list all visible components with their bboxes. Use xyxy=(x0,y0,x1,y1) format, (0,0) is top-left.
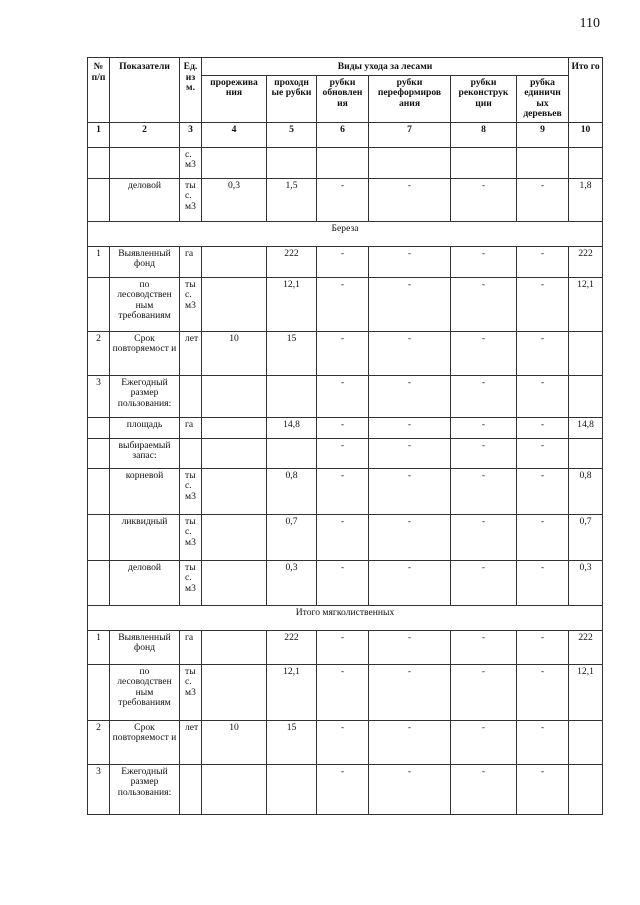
total-cell xyxy=(569,764,603,814)
indicator-cell: выбираемый запас: xyxy=(110,438,180,468)
value-cell: - xyxy=(451,560,517,605)
value-cell: 0,3 xyxy=(202,178,267,221)
total-cell: 14,8 xyxy=(569,417,603,438)
unit-cell: лет xyxy=(180,331,202,375)
total-cell: 0,7 xyxy=(569,514,603,560)
value-cell xyxy=(202,277,267,331)
index-cell: 3 xyxy=(180,122,202,147)
page-number: 110 xyxy=(579,16,600,31)
value-cell: 0,7 xyxy=(267,514,317,560)
value-cell xyxy=(202,417,267,438)
indicator-cell: деловой xyxy=(110,178,180,221)
value-cell: - xyxy=(451,438,517,468)
header-type-reconstruction-cut: рубки реконструк ции xyxy=(451,75,517,122)
value-cell xyxy=(451,147,517,178)
indicator-cell: Выявленный фонд xyxy=(110,246,180,277)
total-cell: 0,8 xyxy=(569,468,603,514)
value-cell xyxy=(202,147,267,178)
value-cell: 10 xyxy=(202,720,267,764)
table-row xyxy=(88,375,603,417)
value-cell: - xyxy=(369,277,451,331)
value-cell xyxy=(202,764,267,814)
value-cell: - xyxy=(451,375,517,417)
row-number xyxy=(88,438,110,468)
value-cell: - xyxy=(317,178,369,221)
value-cell xyxy=(369,147,451,178)
value-cell: - xyxy=(451,417,517,438)
table-row xyxy=(88,664,603,720)
row-number xyxy=(88,468,110,514)
value-cell: - xyxy=(451,246,517,277)
value-cell: - xyxy=(317,331,369,375)
value-cell: - xyxy=(451,630,517,664)
value-cell: - xyxy=(451,178,517,221)
value-cell: - xyxy=(369,630,451,664)
unit-cell xyxy=(180,375,202,417)
value-cell: - xyxy=(317,438,369,468)
table-row xyxy=(88,560,603,605)
indicator-cell: ликвидный xyxy=(110,514,180,560)
indicator-cell: Срок повторяемост и xyxy=(110,720,180,764)
value-cell: - xyxy=(369,468,451,514)
index-cell: 4 xyxy=(202,122,267,147)
value-cell: 12,1 xyxy=(267,277,317,331)
table-row xyxy=(88,246,603,277)
value-cell: - xyxy=(369,178,451,221)
header-type-passing-cut: проходн ые рубки xyxy=(267,75,317,122)
indicator-cell: по лесоводствен ным требованиям xyxy=(110,664,180,720)
indicator-cell: площадь xyxy=(110,417,180,438)
unit-cell: ты с. м3 xyxy=(180,468,202,514)
unit-cell: ты с. м3 xyxy=(180,178,202,221)
value-cell: - xyxy=(517,720,569,764)
value-cell: - xyxy=(517,468,569,514)
value-cell: 0,3 xyxy=(267,560,317,605)
row-number xyxy=(88,560,110,605)
row-number xyxy=(88,277,110,331)
value-cell: 222 xyxy=(267,630,317,664)
value-cell xyxy=(202,468,267,514)
table-row xyxy=(88,147,603,178)
value-cell: - xyxy=(317,764,369,814)
value-cell: - xyxy=(517,331,569,375)
indicator-cell: по лесоводствен ным требованиям xyxy=(110,277,180,331)
table-row xyxy=(88,764,603,814)
index-cell: 6 xyxy=(317,122,369,147)
total-cell: 12,1 xyxy=(569,277,603,331)
indicator-cell: Выявленный фонд xyxy=(110,630,180,664)
value-cell xyxy=(267,438,317,468)
total-cell xyxy=(569,375,603,417)
value-cell xyxy=(202,514,267,560)
index-cell: 5 xyxy=(267,122,317,147)
value-cell: - xyxy=(369,246,451,277)
value-cell xyxy=(517,147,569,178)
row-number: 1 xyxy=(88,630,110,664)
value-cell: 0,8 xyxy=(267,468,317,514)
value-cell: - xyxy=(369,331,451,375)
row-number: 3 xyxy=(88,764,110,814)
value-cell: - xyxy=(317,630,369,664)
value-cell xyxy=(317,147,369,178)
header-total: Ито го xyxy=(569,58,603,123)
value-cell: - xyxy=(517,246,569,277)
total-cell: 222 xyxy=(569,246,603,277)
table-row xyxy=(88,720,603,764)
section-title: Итого мягколиственных xyxy=(88,605,603,630)
indicator-cell: корневой xyxy=(110,468,180,514)
value-cell xyxy=(202,630,267,664)
value-cell: - xyxy=(369,438,451,468)
value-cell: - xyxy=(517,514,569,560)
value-cell xyxy=(267,147,317,178)
value-cell: - xyxy=(369,560,451,605)
value-cell: - xyxy=(317,664,369,720)
row-number xyxy=(88,178,110,221)
total-cell xyxy=(569,438,603,468)
total-cell: 0,3 xyxy=(569,560,603,605)
row-number: 2 xyxy=(88,331,110,375)
table-row xyxy=(88,178,603,221)
total-cell: 222 xyxy=(569,630,603,664)
index-cell: 10 xyxy=(569,122,603,147)
row-number xyxy=(88,417,110,438)
value-cell: 10 xyxy=(202,331,267,375)
value-cell xyxy=(202,664,267,720)
section-title: Береза xyxy=(88,221,603,246)
index-cell: 8 xyxy=(451,122,517,147)
value-cell xyxy=(202,560,267,605)
unit-cell: ты с. м3 xyxy=(180,514,202,560)
table-row xyxy=(88,468,603,514)
value-cell: - xyxy=(517,438,569,468)
value-cell: - xyxy=(517,560,569,605)
value-cell: - xyxy=(517,417,569,438)
total-cell: 12,1 xyxy=(569,664,603,720)
value-cell: - xyxy=(451,764,517,814)
value-cell: - xyxy=(317,468,369,514)
unit-cell: га xyxy=(180,246,202,277)
unit-cell: ты с. м3 xyxy=(180,664,202,720)
value-cell xyxy=(202,375,267,417)
value-cell xyxy=(267,375,317,417)
value-cell: - xyxy=(451,514,517,560)
value-cell xyxy=(202,438,267,468)
row-number xyxy=(88,664,110,720)
value-cell: - xyxy=(369,664,451,720)
table-row xyxy=(88,514,603,560)
row-number xyxy=(88,514,110,560)
total-cell xyxy=(569,720,603,764)
table-body xyxy=(88,147,603,814)
total-cell xyxy=(569,147,603,178)
value-cell: - xyxy=(317,720,369,764)
value-cell xyxy=(267,764,317,814)
index-cell: 7 xyxy=(369,122,451,147)
index-cell: 9 xyxy=(517,122,569,147)
value-cell: - xyxy=(317,514,369,560)
header-care-types: Виды ухода за лесами xyxy=(202,58,569,76)
header-type-thinning: прорежива ния xyxy=(202,75,267,122)
value-cell: - xyxy=(451,664,517,720)
value-cell: 14,8 xyxy=(267,417,317,438)
value-cell: 15 xyxy=(267,720,317,764)
value-cell: - xyxy=(517,764,569,814)
value-cell xyxy=(202,246,267,277)
value-cell: - xyxy=(369,417,451,438)
value-cell: - xyxy=(369,514,451,560)
total-cell: 1,8 xyxy=(569,178,603,221)
unit-cell: га xyxy=(180,417,202,438)
value-cell: - xyxy=(317,375,369,417)
unit-cell: га xyxy=(180,630,202,664)
index-cell: 2 xyxy=(110,122,180,147)
total-cell xyxy=(569,331,603,375)
row-number: 1 xyxy=(88,246,110,277)
unit-cell xyxy=(180,764,202,814)
row-number: 2 xyxy=(88,720,110,764)
value-cell: - xyxy=(517,375,569,417)
value-cell: - xyxy=(317,560,369,605)
unit-cell: ты с. м3 xyxy=(180,560,202,605)
header-type-renewal-cut: рубки обновлен ия xyxy=(317,75,369,122)
unit-cell: ты с. м3 xyxy=(180,277,202,331)
index-cell: 1 xyxy=(88,122,110,147)
value-cell: - xyxy=(517,630,569,664)
value-cell: - xyxy=(517,277,569,331)
forest-care-table xyxy=(87,57,603,815)
value-cell: - xyxy=(369,375,451,417)
header-unit: Ед. из м. xyxy=(180,58,202,123)
unit-cell: с. м3 xyxy=(180,147,202,178)
value-cell: - xyxy=(317,246,369,277)
unit-cell: лет xyxy=(180,720,202,764)
value-cell: - xyxy=(317,277,369,331)
value-cell: - xyxy=(369,720,451,764)
unit-cell xyxy=(180,438,202,468)
value-cell: - xyxy=(517,664,569,720)
table-row xyxy=(88,277,603,331)
indicator-cell xyxy=(110,147,180,178)
value-cell: 12,1 xyxy=(267,664,317,720)
indicator-cell: Ежегодный размер пользования: xyxy=(110,375,180,417)
value-cell: 15 xyxy=(267,331,317,375)
value-cell: 1,5 xyxy=(267,178,317,221)
row-number xyxy=(88,147,110,178)
indicator-cell: деловой xyxy=(110,560,180,605)
header-num: № п/п xyxy=(88,58,110,123)
indicator-cell: Ежегодный размер пользования: xyxy=(110,764,180,814)
value-cell: - xyxy=(369,764,451,814)
section-row xyxy=(88,605,603,630)
value-cell: - xyxy=(451,331,517,375)
value-cell: - xyxy=(451,468,517,514)
table-row xyxy=(88,331,603,375)
header-type-reformation-cut: рубки переформиров ания xyxy=(369,75,451,122)
indicator-cell: Срок повторяемост и xyxy=(110,331,180,375)
header-indicator: Показатели xyxy=(110,58,180,123)
row-number: 3 xyxy=(88,375,110,417)
value-cell: - xyxy=(517,178,569,221)
value-cell: 222 xyxy=(267,246,317,277)
value-cell: - xyxy=(317,417,369,438)
table-row xyxy=(88,630,603,664)
table-row xyxy=(88,417,603,438)
value-cell: - xyxy=(451,277,517,331)
table-row xyxy=(88,438,603,468)
value-cell: - xyxy=(451,720,517,764)
header-type-single-tree-cut: рубка единичн ых деревьев xyxy=(517,75,569,122)
section-row xyxy=(88,221,603,246)
